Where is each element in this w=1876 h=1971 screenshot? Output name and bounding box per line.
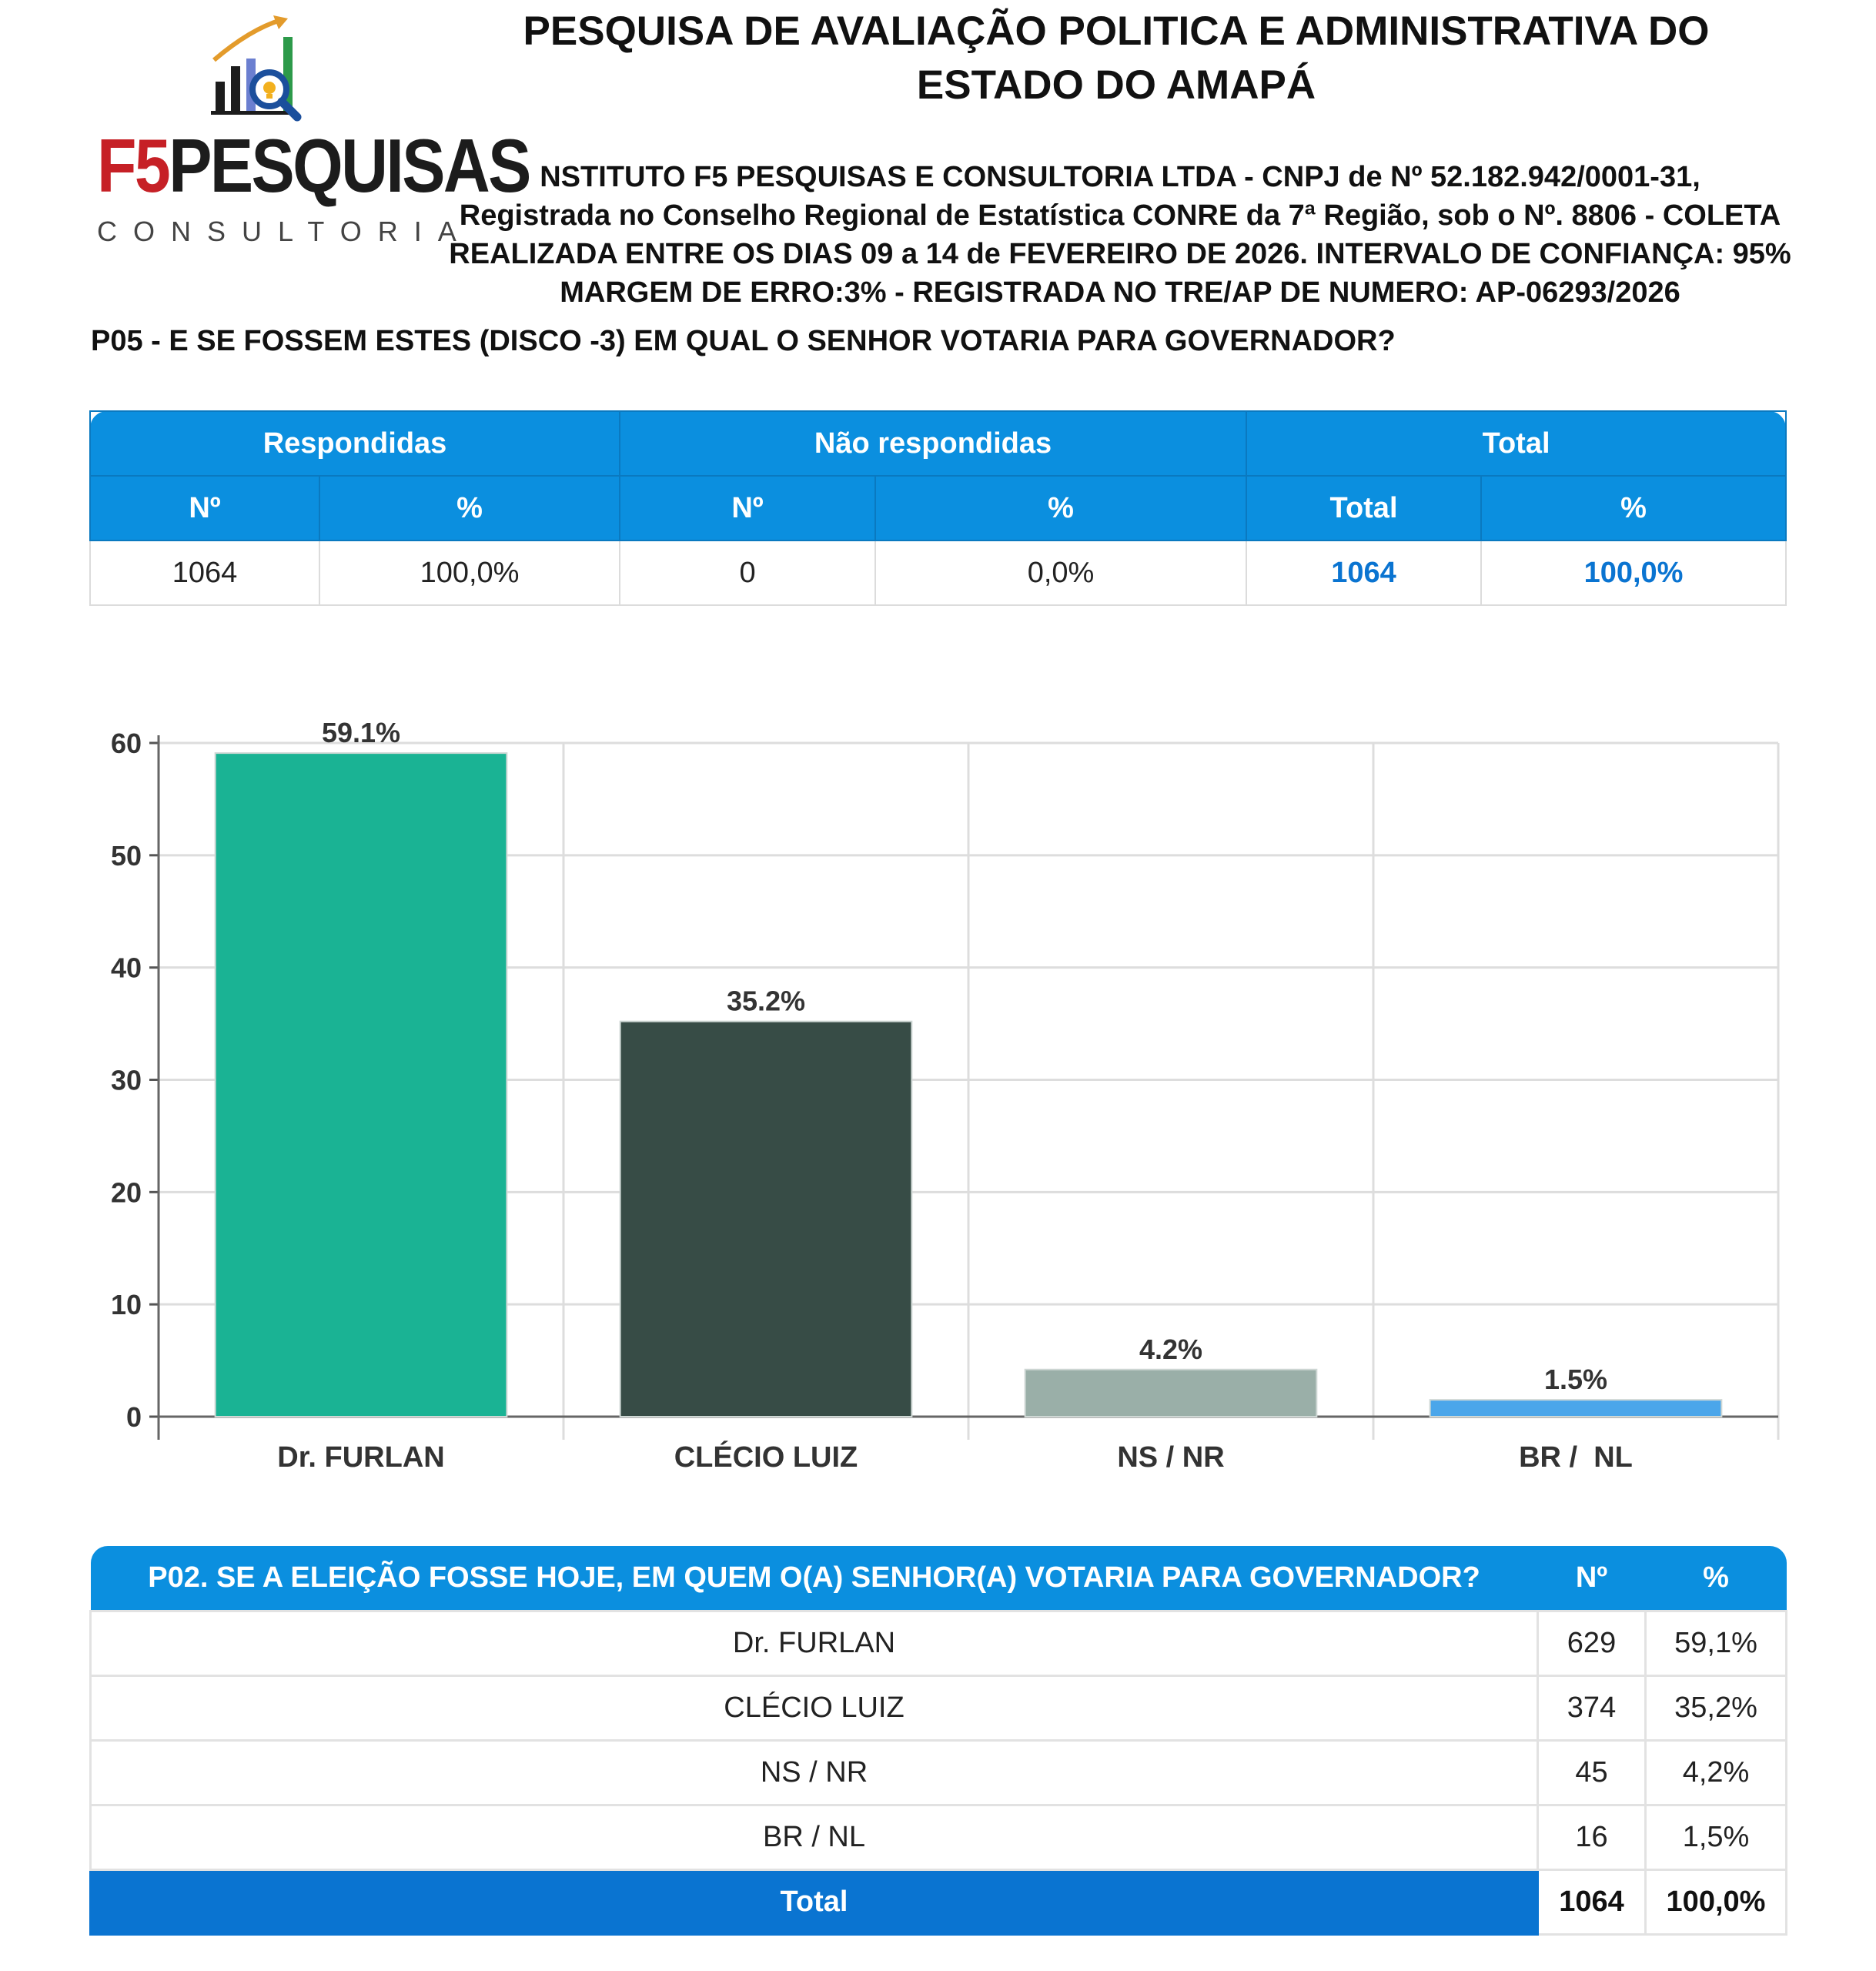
vote-percent: 35,2% (1646, 1675, 1787, 1740)
respondidas-percent: 100,0% (319, 540, 620, 605)
vote-count: 16 (1538, 1805, 1646, 1869)
x-category-label: CLÉCIO LUIZ (674, 1441, 858, 1474)
total-label: Total (91, 1869, 1538, 1934)
response-summary-table (89, 410, 1787, 606)
group-header-nao-respondidas: Não respondidas (620, 411, 1246, 476)
y-tick-label: 10 (110, 1289, 142, 1321)
table-row (91, 1611, 1787, 1675)
total-percent: 100,0% (1481, 540, 1786, 605)
total-count: 1064 (1246, 540, 1481, 605)
detail-question-header: P02. SE A ELEIÇÃO FOSSE HOJE, EM QUEM O(A) SENHOR(A) VOTARIA PARA GOVERNADOR? (91, 1546, 1538, 1611)
vote-intention-bar-chart (77, 708, 1817, 1478)
x-category-label: BR / NL (1519, 1441, 1633, 1474)
logo-subtitle: CONSULTORIA (97, 216, 473, 247)
table-row (91, 1805, 1787, 1869)
col-header-total-pct: % (1481, 476, 1786, 540)
y-tick-label: 20 (110, 1176, 142, 1209)
table-row (91, 1675, 1787, 1740)
vote-percent: 59,1% (1646, 1611, 1787, 1675)
vote-count: 45 (1538, 1740, 1646, 1805)
bar (1025, 1370, 1317, 1417)
total-row (91, 1869, 1787, 1934)
respondidas-count: 1064 (90, 540, 319, 605)
y-tick-label: 30 (110, 1064, 142, 1096)
y-tick-label: 40 (110, 952, 142, 984)
bar (1430, 1400, 1722, 1417)
total-count: 1064 (1538, 1869, 1646, 1934)
table-row (91, 1740, 1787, 1805)
x-category-label: NS / NR (1117, 1441, 1225, 1474)
y-tick-label: 50 (110, 839, 142, 872)
logo-wordmark: F5PESQUISAS (97, 123, 530, 208)
vote-count: 374 (1538, 1675, 1646, 1740)
title-line-1: PESQUISA DE AVALIAÇÃO POLITICA E ADMINISTRATIVA DO (523, 8, 1710, 54)
col-header-count: Nº (1538, 1546, 1646, 1611)
col-header-total-n: Total (1246, 476, 1481, 540)
bar (620, 1022, 912, 1417)
candidate-name: CLÉCIO LUIZ (91, 1675, 1538, 1740)
nao-respondidas-percent: 0,0% (875, 540, 1246, 605)
y-tick-label: 0 (125, 1401, 142, 1433)
y-tick-label: 60 (110, 728, 142, 759)
bar-value-label: 1.5% (1543, 1364, 1608, 1396)
col-header-percent: % (1646, 1546, 1787, 1611)
survey-question: P05 - E SE FOSSEM ESTES (DISCO -3) EM QUAL O SENHOR VOTARIA PARA GOVERNADOR? (91, 325, 1396, 357)
group-header-respondidas: Respondidas (90, 411, 620, 476)
group-header-total: Total (1246, 411, 1786, 476)
nao-respondidas-count: 0 (620, 540, 875, 605)
bar-value-label: 4.2% (1139, 1333, 1203, 1365)
bar-chart-magnifier-logo-icon (208, 14, 323, 125)
candidate-name: Dr. FURLAN (91, 1611, 1538, 1675)
institute-line-1: NSTITUTO F5 PESQUISAS E CONSULTORIA LTDA - CNPJ de Nº 52.182.942/0001-31, (540, 161, 1700, 193)
bar-value-label: 35.2% (726, 985, 806, 1017)
bar-value-label: 59.1% (321, 717, 401, 749)
vote-percent: 1,5% (1646, 1805, 1787, 1869)
candidate-name: BR / NL (91, 1805, 1538, 1869)
institute-info (431, 158, 1809, 312)
x-category-label: Dr. FURLAN (277, 1441, 445, 1474)
vote-percent: 4,2% (1646, 1740, 1787, 1805)
institute-line-2: Registrada no Conselho Regional de Estatística CONRE da 7ª Região, sob o Nº. 8806 - COLETA (459, 199, 1781, 232)
institute-line-4: MARGEM DE ERRO:3% - REGISTRADA NO TRE/AP DE NUMERO: AP-06293/2026 (560, 276, 1680, 309)
bar (216, 753, 507, 1417)
total-percent: 100,0% (1646, 1869, 1787, 1934)
company-logo (92, 14, 530, 247)
institute-line-3: REALIZADA ENTRE OS DIAS 09 a 14 de FEVEREIRO DE 2026. INTERVALO DE CONFIANÇA: 95% (449, 238, 1791, 270)
candidate-name: NS / NR (91, 1740, 1538, 1805)
vote-detail-table (89, 1546, 1787, 1936)
vote-count: 629 (1538, 1611, 1646, 1675)
col-header-respondidas-pct: % (319, 476, 620, 540)
page-title (462, 5, 1771, 112)
col-header-respondidas-n: Nº (90, 476, 319, 540)
col-header-nao-respondidas-n: Nº (620, 476, 875, 540)
title-line-2: ESTADO DO AMAPÁ (916, 62, 1316, 108)
col-header-nao-respondidas-pct: % (875, 476, 1246, 540)
table-row (90, 540, 1786, 605)
